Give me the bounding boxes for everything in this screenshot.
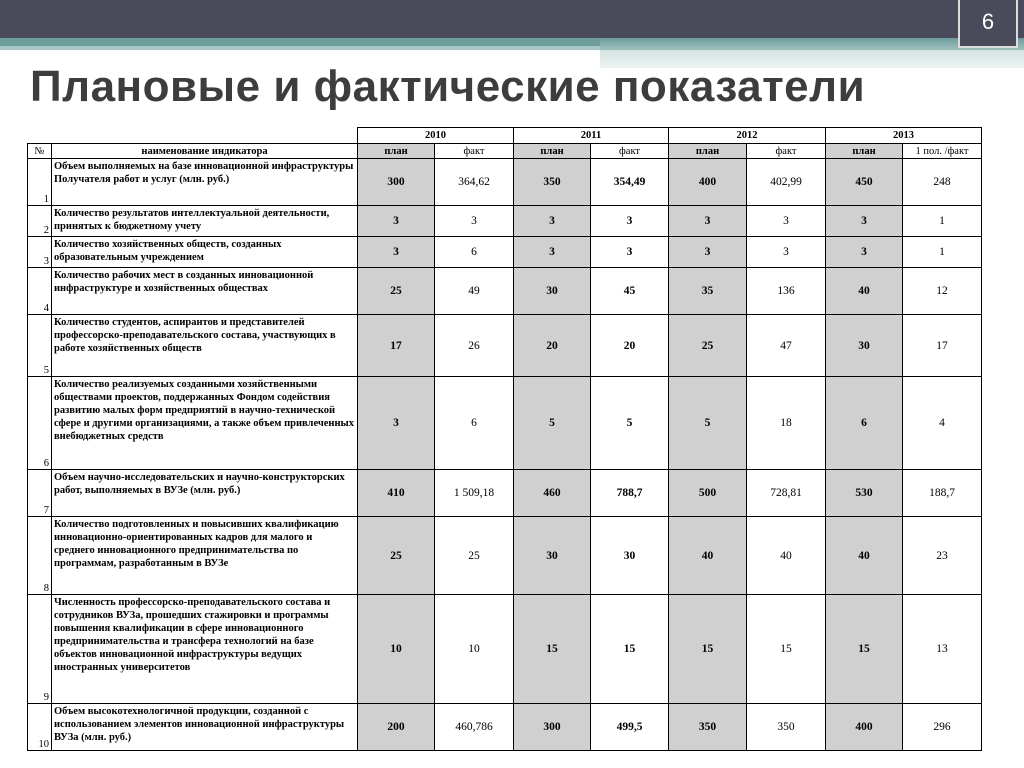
fact-value: 6 xyxy=(435,377,514,470)
plan-value: 40 xyxy=(669,517,747,595)
plan-value: 350 xyxy=(669,704,747,751)
plan-value: 30 xyxy=(826,315,903,377)
page-number: 6 xyxy=(958,0,1018,48)
plan-value: 5 xyxy=(669,377,747,470)
fact-value: 136 xyxy=(747,268,826,315)
plan-value: 10 xyxy=(358,595,435,704)
plan-value: 350 xyxy=(514,159,591,206)
indicator-name: Количество результатов интеллектуальной деятельности, принятых к бюджетному учету xyxy=(52,206,358,237)
year-header: 2013 xyxy=(826,128,982,144)
fact-value: 15 xyxy=(591,595,669,704)
indicator-name: Количество студентов, аспирантов и представителей профессорско-преподавательского состава, участвующих в работе хозяйственных обществ xyxy=(52,315,358,377)
row-number: 2 xyxy=(28,206,52,237)
plan-value: 3 xyxy=(826,237,903,268)
fact-value: 20 xyxy=(591,315,669,377)
fact-value: 402,99 xyxy=(747,159,826,206)
plan-value: 6 xyxy=(826,377,903,470)
plan-value: 3 xyxy=(358,237,435,268)
indicator-name: Количество рабочих мест в созданных инновационной инфраструктуре и хозяйственных обществах xyxy=(52,268,358,315)
column-header-fact: факт xyxy=(435,144,514,159)
table-row xyxy=(28,206,982,237)
indicator-name: Численность профессорско-преподавательского состава и сотрудников ВУЗа, прошедших стажировки и программы повышения квалификации в сфере инновационного предпринимательства и трансфера технологий на базе объектов инновационной инфраструктуры ведущих иностранных университетов xyxy=(52,595,358,704)
fact-value: 26 xyxy=(435,315,514,377)
table-header-sub xyxy=(28,144,982,159)
plan-value: 460 xyxy=(514,470,591,517)
fact-value: 1 xyxy=(903,206,982,237)
indicator-name: Количество реализуемых созданными хозяйственными обществами проектов, поддержанных Фондом содействия развитию малых форм предприятий в научно-технической сфере и другими организациями, а также объем привлеченных внебюджетных средств xyxy=(52,377,358,470)
column-header-plan: план xyxy=(358,144,435,159)
column-header-plan: план xyxy=(514,144,591,159)
fact-value: 499,5 xyxy=(591,704,669,751)
plan-value: 25 xyxy=(358,268,435,315)
plan-value: 3 xyxy=(514,206,591,237)
fact-value: 3 xyxy=(435,206,514,237)
plan-value: 25 xyxy=(358,517,435,595)
year-header: 2011 xyxy=(514,128,669,144)
fact-value: 188,7 xyxy=(903,470,982,517)
row-number: 8 xyxy=(28,517,52,595)
fact-value: 3 xyxy=(591,206,669,237)
column-header-name: наименование индикатора xyxy=(52,144,358,159)
plan-value: 40 xyxy=(826,268,903,315)
column-header-plan: план xyxy=(669,144,747,159)
fact-value: 10 xyxy=(435,595,514,704)
fact-value: 4 xyxy=(903,377,982,470)
plan-value: 17 xyxy=(358,315,435,377)
fact-value: 248 xyxy=(903,159,982,206)
indicator-name: Количество хозяйственных обществ, созданных образовательным учреждением xyxy=(52,237,358,268)
table-row xyxy=(28,470,982,517)
plan-value: 30 xyxy=(514,268,591,315)
table-row xyxy=(28,595,982,704)
fact-value: 40 xyxy=(747,517,826,595)
table-row xyxy=(28,377,982,470)
row-number: 1 xyxy=(28,159,52,206)
fact-value: 13 xyxy=(903,595,982,704)
plan-value: 300 xyxy=(514,704,591,751)
column-header-plan: план xyxy=(826,144,903,159)
table-row xyxy=(28,159,982,206)
row-number: 10 xyxy=(28,704,52,751)
fact-value: 460,786 xyxy=(435,704,514,751)
row-number: 4 xyxy=(28,268,52,315)
fact-value: 49 xyxy=(435,268,514,315)
table-row xyxy=(28,704,982,751)
plan-value: 30 xyxy=(514,517,591,595)
plan-value: 3 xyxy=(358,206,435,237)
fact-value: 354,49 xyxy=(591,159,669,206)
plan-value: 400 xyxy=(669,159,747,206)
plan-value: 200 xyxy=(358,704,435,751)
indicators-table xyxy=(27,127,982,751)
fact-value: 3 xyxy=(747,206,826,237)
indicator-name: Объем высокотехнологичной продукции, созданной с использованием элементов инновационной инфраструктуры ВУЗа (млн. руб.) xyxy=(52,704,358,751)
fact-value: 15 xyxy=(747,595,826,704)
fact-value: 296 xyxy=(903,704,982,751)
table-row xyxy=(28,517,982,595)
row-number: 6 xyxy=(28,377,52,470)
fact-value: 17 xyxy=(903,315,982,377)
fact-value: 12 xyxy=(903,268,982,315)
slide-title: Плановые и фактические показатели xyxy=(30,62,866,111)
year-header: 2010 xyxy=(358,128,514,144)
plan-value: 300 xyxy=(358,159,435,206)
indicator-name: Количество подготовленных и повысивших квалификацию инновационно-ориентированных кадров для малого и среднего инновационного предпринимательства по программам, разработанным в ВУЗе xyxy=(52,517,358,595)
table-row xyxy=(28,268,982,315)
fact-value: 45 xyxy=(591,268,669,315)
fact-value: 3 xyxy=(747,237,826,268)
table-row xyxy=(28,315,982,377)
column-header-fact: 1 пол. /факт xyxy=(903,144,982,159)
column-header-fact: факт xyxy=(591,144,669,159)
fact-value: 728,81 xyxy=(747,470,826,517)
fact-value: 23 xyxy=(903,517,982,595)
fact-value: 18 xyxy=(747,377,826,470)
indicator-name: Объем выполняемых на базе инновационной инфраструктуры Получателя работ и услуг (млн. руб.) xyxy=(52,159,358,206)
fact-value: 1 509,18 xyxy=(435,470,514,517)
plan-value: 3 xyxy=(826,206,903,237)
plan-value: 15 xyxy=(826,595,903,704)
plan-value: 450 xyxy=(826,159,903,206)
row-number: 7 xyxy=(28,470,52,517)
plan-value: 5 xyxy=(514,377,591,470)
row-number: 9 xyxy=(28,595,52,704)
plan-value: 3 xyxy=(669,237,747,268)
fact-value: 47 xyxy=(747,315,826,377)
fact-value: 350 xyxy=(747,704,826,751)
plan-value: 530 xyxy=(826,470,903,517)
plan-value: 3 xyxy=(514,237,591,268)
table-header-years xyxy=(28,128,982,144)
plan-value: 500 xyxy=(669,470,747,517)
table-row xyxy=(28,237,982,268)
plan-value: 3 xyxy=(358,377,435,470)
plan-value: 35 xyxy=(669,268,747,315)
fact-value: 25 xyxy=(435,517,514,595)
fact-value: 364,62 xyxy=(435,159,514,206)
indicator-name: Объем научно-исследовательских и научно-конструкторских работ, выполняемых в ВУЗе (млн. руб.) xyxy=(52,470,358,517)
plan-value: 15 xyxy=(514,595,591,704)
column-header-fact: факт xyxy=(747,144,826,159)
column-header-no: № xyxy=(28,144,52,159)
fact-value: 1 xyxy=(903,237,982,268)
row-number: 3 xyxy=(28,237,52,268)
slide-top-bar xyxy=(0,0,1024,38)
year-header: 2012 xyxy=(669,128,826,144)
plan-value: 400 xyxy=(826,704,903,751)
plan-value: 20 xyxy=(514,315,591,377)
fact-value: 3 xyxy=(591,237,669,268)
plan-value: 40 xyxy=(826,517,903,595)
fact-value: 788,7 xyxy=(591,470,669,517)
fact-value: 6 xyxy=(435,237,514,268)
plan-value: 410 xyxy=(358,470,435,517)
plan-value: 15 xyxy=(669,595,747,704)
plan-value: 3 xyxy=(669,206,747,237)
row-number: 5 xyxy=(28,315,52,377)
fact-value: 5 xyxy=(591,377,669,470)
fact-value: 30 xyxy=(591,517,669,595)
plan-value: 25 xyxy=(669,315,747,377)
